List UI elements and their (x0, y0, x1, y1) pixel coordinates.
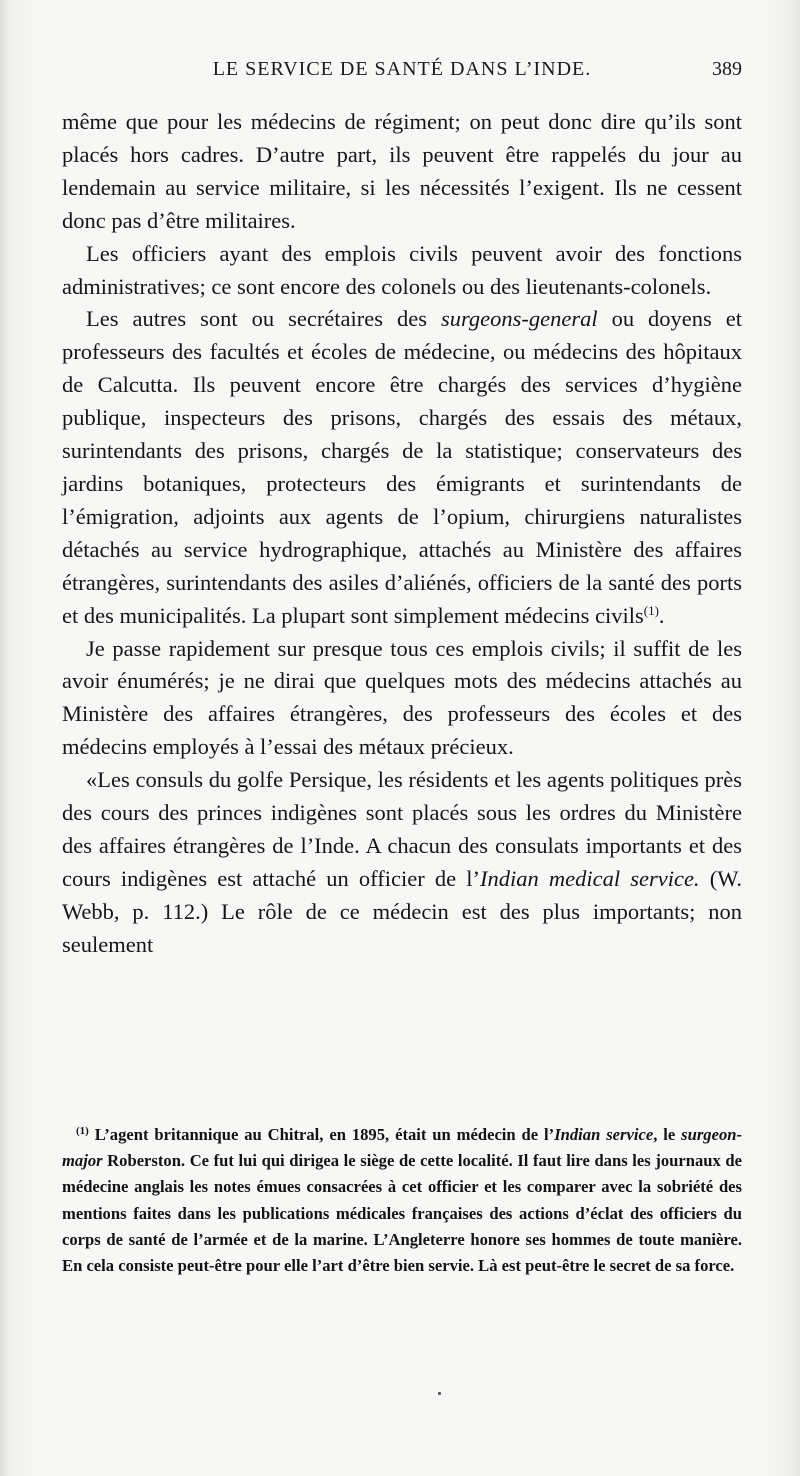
page-header (62, 58, 742, 88)
running-title: LE SERVICE DE SANTÉ DANS L’INDE. (212, 58, 592, 80)
paragraph-2: Les officiers ayant des emplois civils peuvent avoir des fonctions administratives; ce sont encore des colonels ou des lieutenants-colonels. (62, 240, 742, 299)
paragraph-3-end: . (658, 602, 665, 628)
paragraph-5-italic: Indian medical service. (479, 865, 700, 891)
body-text (62, 106, 742, 962)
footnote-italic-2: surgeon-major (62, 1125, 742, 1171)
paragraph-4: Je passe rapidement sur presque tous ces emplois civils; il suffit de les avoir énumérés; je ne dirai que quelques mots des médecins attachés au Ministère des affaires étrangères, des professeurs des écoles et des médecins employés à l’essai des métaux précieux. (62, 635, 742, 760)
paragraph-5-text-a: «Les consuls du golfe Persique, les résidents et les agents politiques près des cours des princes indigènes sont placés sous les ordres du Ministère des affaires étrangères de l’Inde. A chacun des consulats importants et des cours indigènes est attaché un officier de l’ (62, 767, 742, 891)
paper-speck (438, 1392, 441, 1395)
footnote-1 (62, 1122, 742, 1279)
paragraph-3-text-b: ou doyens et professeurs des facultés et écoles de médecine, ou médecins des hôpitaux de Calcutta. Ils peuvent encore être chargés des services d’hygiène publique, inspecteurs des prisons, chargés des essais des métaux, surintendants des prisons, chargés de la statistique; conservateurs des jardins botaniques, protecteurs des émigrants et surintendants de l’émigration, adjoints aux agents de l’opium, chirurgiens naturalistes détachés au service hydrographique, attachés au Ministère des affaires étrangères, surintendants des asiles d’aliénés, officiers de la santé des ports et des municipalités. La plupart sont simplement médecins civils (62, 306, 742, 628)
paragraph-5-text-b: (W. Webb, p. 112.) Le rôle de ce médecin est des plus importants; non seulement (62, 865, 742, 957)
footnotes (62, 1122, 742, 1279)
page-number: 389 (712, 58, 742, 80)
paragraph-1: même que pour les médecins de régiment; on peut donc dire qu’ils sont placés hors cadres. D’autre part, ils peuvent être rappelés du jour au lendemain au service militaire, si les nécessités l’exigent. Ils ne cessent donc pas d’être militaires. (62, 109, 742, 233)
paragraph-3-italic: surgeons-general (440, 306, 598, 332)
footnote-mark: (1) (76, 1125, 89, 1137)
paragraph-5 (62, 764, 742, 961)
footnote-text-a: L’agent britannique au Chitral, en 1895, était un médecin de l’ (88, 1125, 555, 1144)
footnote-italic-1: Indian service (554, 1125, 654, 1144)
footnote-reference: (1) (643, 602, 659, 618)
footnote-text-b: , le (653, 1125, 682, 1144)
footnote-text-c: Roberston. Ce fut lui qui dirigea le siège de cette localité. Il faut lire dans les journaux de médecine anglais les notes émues consacrées à cet officier et les comparer avec la sobriété des mentions faites dans les publications médicales françaises des actions d’éclat des officiers du corps de santé de l’armée et de la marine. L’Angleterre honore ses hommes de toute manière. En cela consiste peut-être pour elle l’art d’être bien servie. Là est peut-être le secret de sa force. (62, 1151, 742, 1276)
paragraph-3 (62, 303, 742, 632)
paragraph-3-text-a: Les autres sont ou secrétaires des (86, 306, 441, 332)
